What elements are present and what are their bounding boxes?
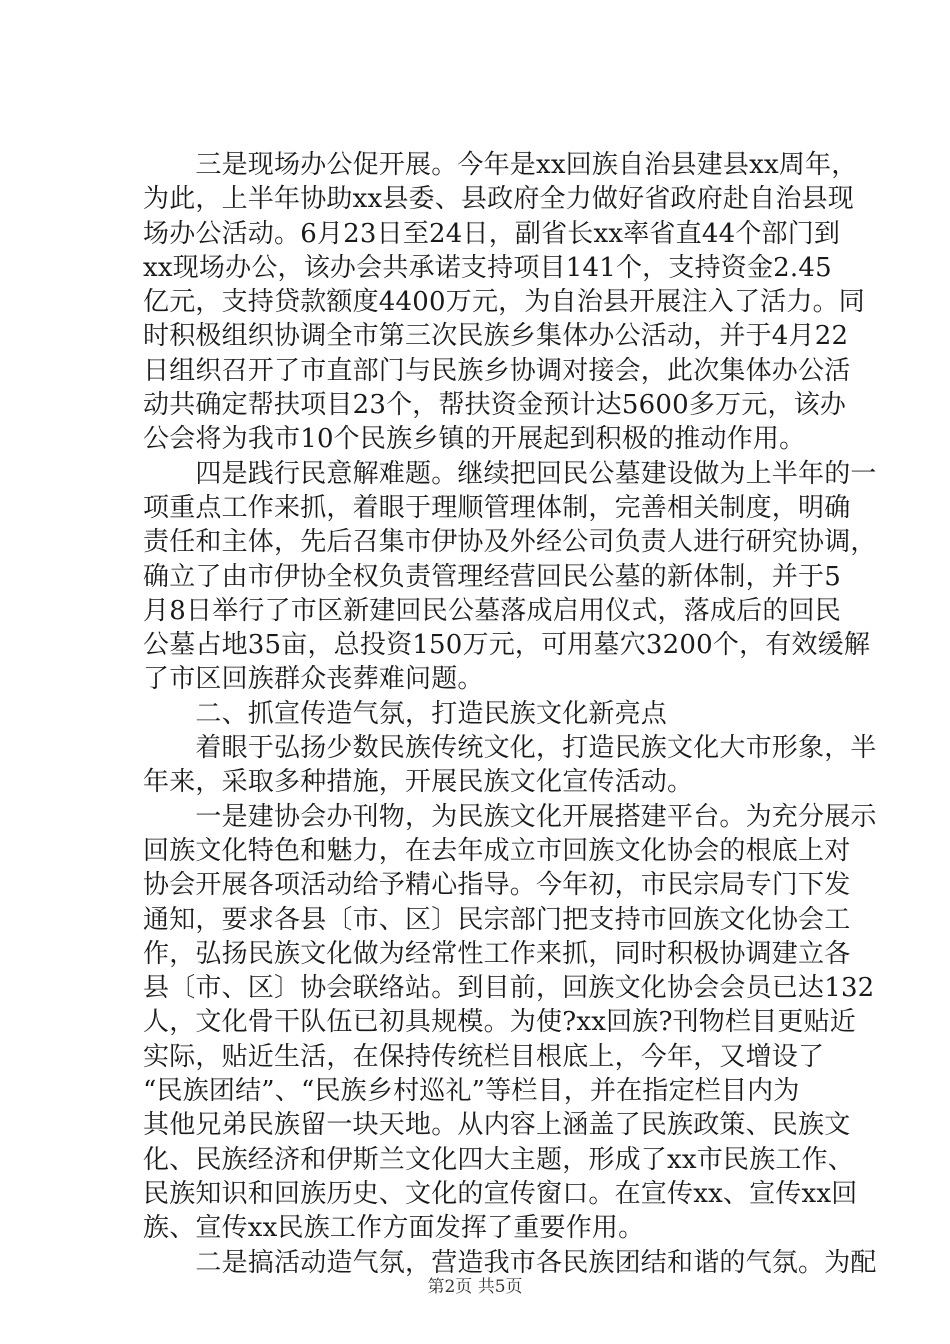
text-line: 责任和主体，先后召集市伊协及外经公司负责人进行研究协调， [143,527,877,558]
page-footer: 第2页 共5页 [427,1277,523,1297]
text-line: 县〔市、区〕协会联络站。到目前，回族文化协会会员已达132 [143,973,875,1004]
text-line: 了市区回族群众丧葬难问题。 [143,664,484,695]
text-line: 公墓占地35亩，总投资150万元，可用墓穴3200个，有效缓解 [143,630,871,661]
text-line: 场办公活动。6月23日至24日，副省长xx率省直44个部门到 [143,218,841,249]
text-line: 实际，贴近生活，在保持传统栏目根底上，今年，又增设了 [143,1041,825,1072]
text-line: 为此，上半年协助xx县委、县政府全力做好省政府赴自治县现 [143,184,854,215]
text-line: 其他兄弟民族留一块天地。从内容上涵盖了民族政策、民族文 [143,1110,851,1141]
text-line: 协会开展各项活动给予精心指导。今年初，市民宗局专门下发 [143,870,851,901]
text-line: 民族知识和回族历史、文化的宣传窗口。在宣传xx、宣传xx回 [143,1178,858,1209]
text-line: 公会将为我市10个民族乡镇的开展起到积极的推动作用。 [143,424,806,455]
text-line: xx现场办公，该办会共承诺支持项目141个，支持资金2.45 [143,252,832,283]
text-line: 亿元，支持贷款额度4400万元，为自治县开展注入了活力。同 [143,287,865,318]
text-line: 二、抓宣传造气氛，打造民族文化新亮点 [143,698,668,729]
text-line: 月8日举行了市区新建回民公墓落成启用仪式，落成后的回民 [143,595,841,626]
text-line: 着眼于弘扬少数民族传统文化，打造民族文化大市形象，半 [143,733,877,764]
text-line: 年来，采取多种措施，开展民族文化宣传活动。 [143,767,694,798]
text-line: 项重点工作来抓，着眼于理顺管理体制，完善相关制度，明确 [143,492,851,523]
text-line: 日组织召开了市直部门与民族乡协调对接会，此次集体办公活 [143,355,851,386]
text-line: 确立了由市伊协全权负责管理经营回民公墓的新体制，并于5 [143,561,841,592]
text-line: 动共确定帮扶项目23个，帮扶资金预计达5600多万元，该办 [143,390,847,421]
text-line: 通知，要求各县〔市、区〕民宗部门把支持市回族文化协会工 [143,904,851,935]
text-line: 三是现场办公促开展。今年是xx回族自治县建县xx周年， [143,150,858,180]
text-line: 化、民族经济和伊斯兰文化四大主题，形成了xx市民族工作、 [143,1144,854,1175]
document-body [143,148,877,1280]
text-line: 时积极组织协调全市第三次民族乡集体办公活动，并于4月22 [143,321,849,352]
text-line: 四是践行民意解难题。继续把回民公墓建设做为上半年的一 [143,458,877,489]
text-line: “民族团结”、“民族乡村巡礼”等栏目，并在指定栏目内为 [143,1076,800,1107]
text-line: 二是搞活动造气氛，营造我市各民族团结和谐的气氛。为配 [143,1247,877,1278]
text-line: 回族文化特色和魅力，在去年成立市回族文化协会的根底上对 [143,835,851,866]
text-line: 族、宣传xx民族工作方面发挥了重要作用。 [143,1213,645,1244]
text-line: 一是建协会办刊物，为民族文化开展搭建平台。为充分展示 [143,801,877,832]
text-line: 人，文化骨干队伍已初具规模。为使?xx回族?刊物栏目更贴近 [143,1007,857,1038]
text-line: 作，弘扬民族文化做为经常性工作来抓，同时积极协调建立各 [143,938,851,969]
